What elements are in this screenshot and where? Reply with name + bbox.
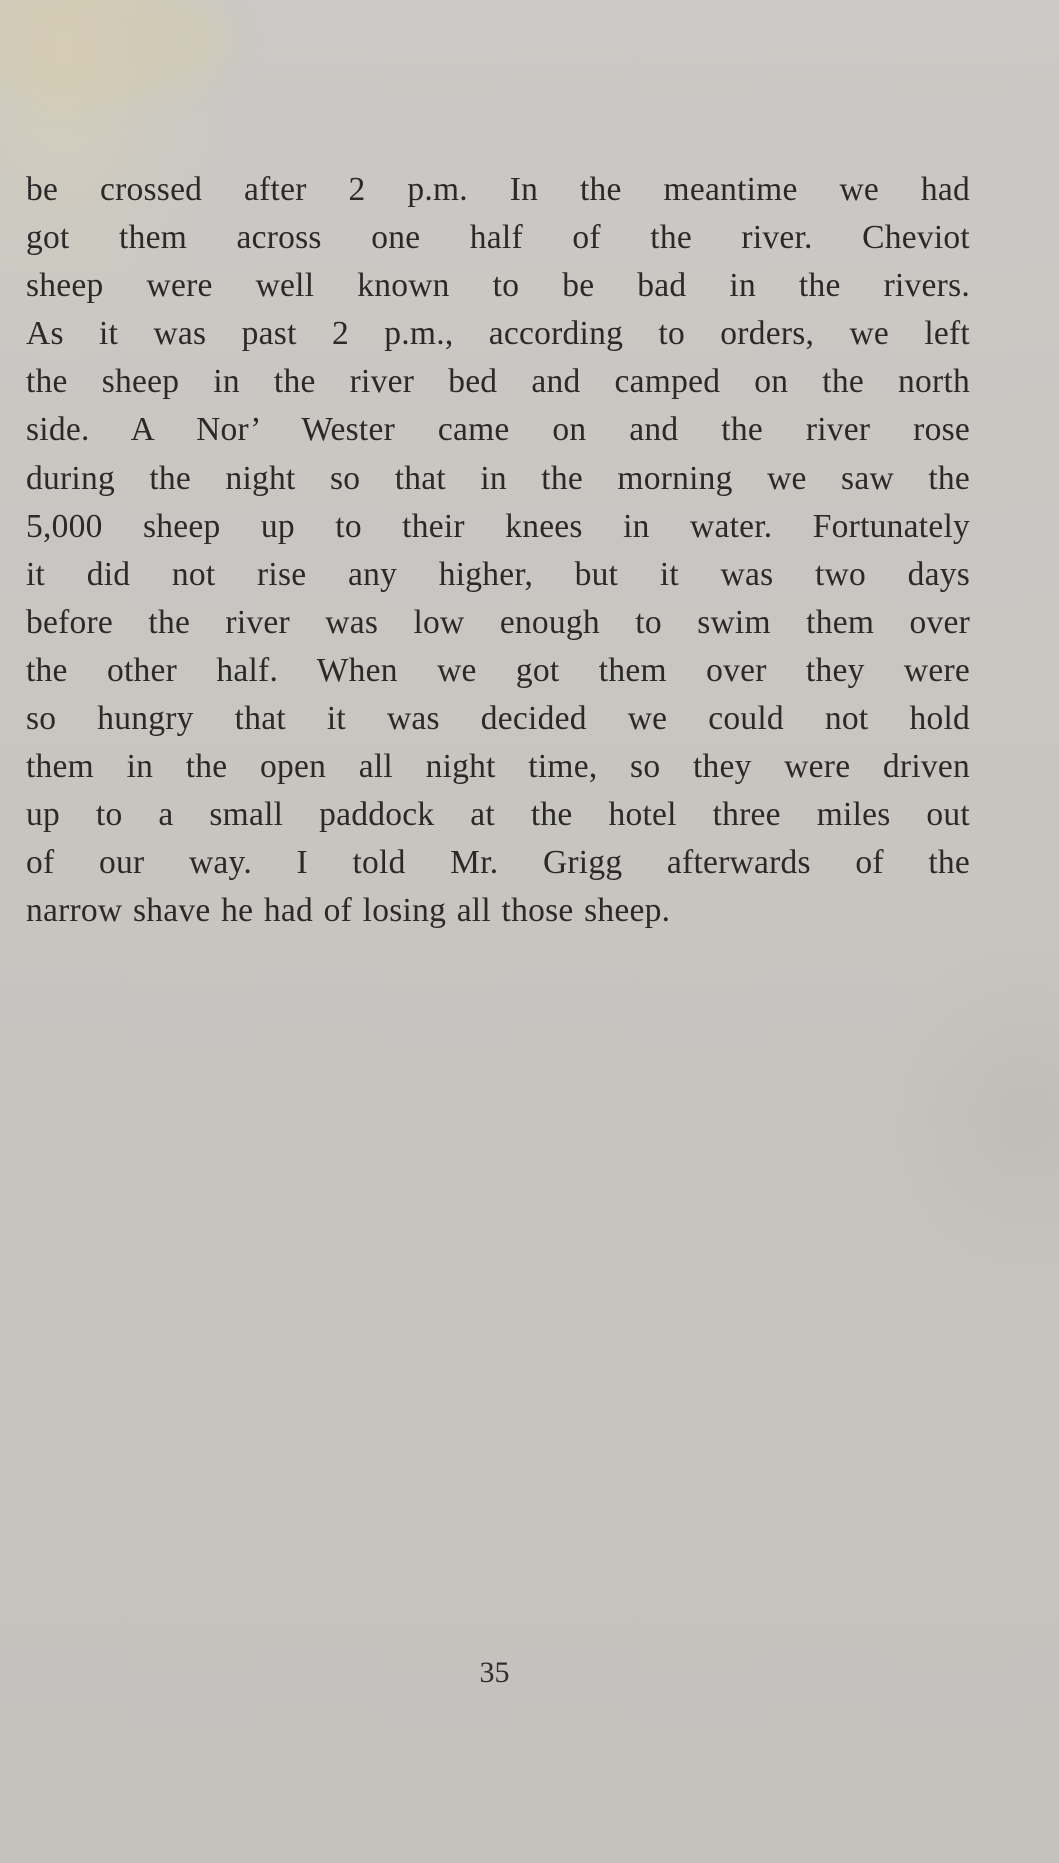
body-text <box>26 166 970 936</box>
text-line: so hungry that it was decided we could not hold <box>26 700 970 738</box>
text-line: got them across one half of the river. Cheviot <box>26 219 970 257</box>
page-number: 35 <box>479 1656 510 1689</box>
text-line: be crossed after 2 p.m. In the meantime we had <box>26 171 970 208</box>
page-stain <box>0 0 230 100</box>
text-line: them in the open all night time, so they were driven <box>26 748 970 786</box>
text-line: during the night so that in the morning we saw the <box>26 459 970 497</box>
text-line: narrow shave he had of losing all those sheep. <box>26 892 671 930</box>
text-line: it did not rise any higher, but it was two days <box>26 555 970 593</box>
text-line: up to a small paddock at the hotel three miles out <box>26 796 970 834</box>
text-line: of our way. I told Mr. Grigg afterwards of the <box>26 844 970 882</box>
text-line: 5,000 sheep up to their knees in water. Fortunately <box>26 507 970 545</box>
text-line: before the river was low enough to swim them over <box>26 603 970 641</box>
text-line: side. A Nor’ Wester came on and the river rose <box>26 411 970 449</box>
text-line: the sheep in the river bed and camped on the north <box>26 363 970 401</box>
text-line: As it was past 2 p.m., according to orders, we left <box>26 315 970 353</box>
text-line: sheep were well known to be bad in the rivers. <box>26 267 970 305</box>
text-line: the other half. When we got them over they were <box>26 651 970 689</box>
